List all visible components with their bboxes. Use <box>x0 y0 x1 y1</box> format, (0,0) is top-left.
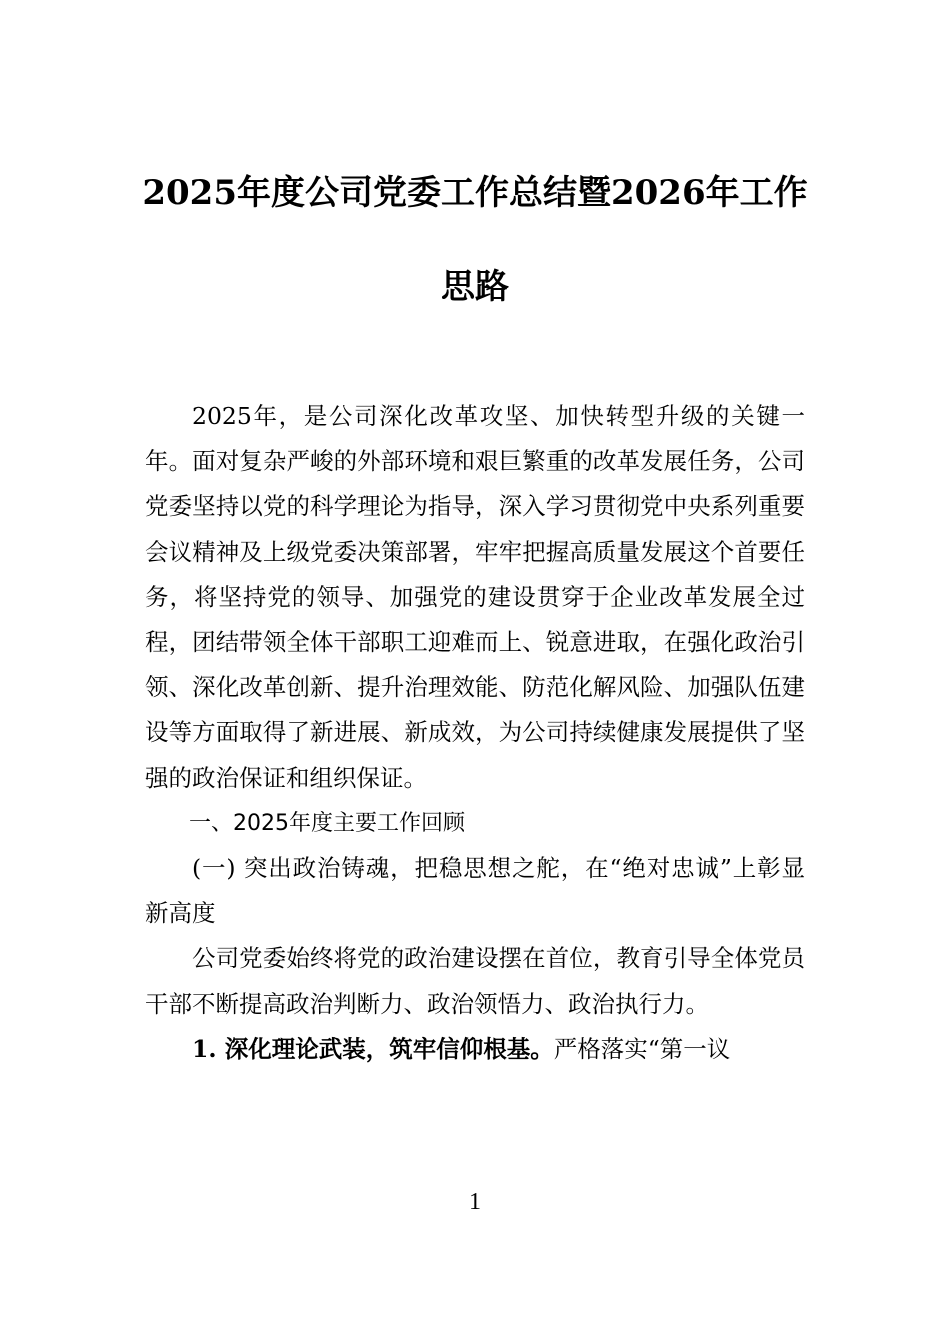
subsection-paragraph: 公司党委始终将党的政治建设摆在首位，教育引导全体党员干部不断提高政治判断力、政治领悟力、政治执行力。 <box>145 944 805 1018</box>
intro-paragraph: 2025年，是公司深化改革攻坚、加快转型升级的关键一年。面对复杂严峻的外部环境和艰巨繁重的改革发展任务，公司党委坚持以党的科学理论为指导，深入学习贯彻党中央系列重要会议精神及上级党委决策部署，牢牢把握高质量发展这个首要任务，将坚持党的领导、加强党的建设贯穿于企业改革发展全过程，团结带领全体干部职工迎难而上、锐意进取，在强化政治引领、深化改革创新、提升治理效能、防范化解风险、加强队伍建设等方面取得了新进展、新成效，为公司持续健康发展提供了坚强的政治保证和组织保证。 <box>145 402 805 792</box>
section-heading: 一、2025年度主要工作回顾 <box>189 810 465 836</box>
document-title-line-1: 2025年度公司党委工作总结暨2026年工作 <box>142 173 808 213</box>
subsection-heading: (一) 突出政治铸魂，把稳思想之舵，在“绝对忠诚”上彰显新高度 <box>145 854 805 928</box>
item-paragraph <box>145 1027 805 1072</box>
document-title-line-2: 思路 <box>441 267 509 307</box>
page-number: 1 <box>469 1189 481 1215</box>
item-lead: 1. 深化理论武装，筑牢信仰根基。 <box>192 1034 554 1063</box>
document-body <box>145 394 805 1072</box>
item-text: 严格落实“第一议 <box>553 1034 731 1063</box>
